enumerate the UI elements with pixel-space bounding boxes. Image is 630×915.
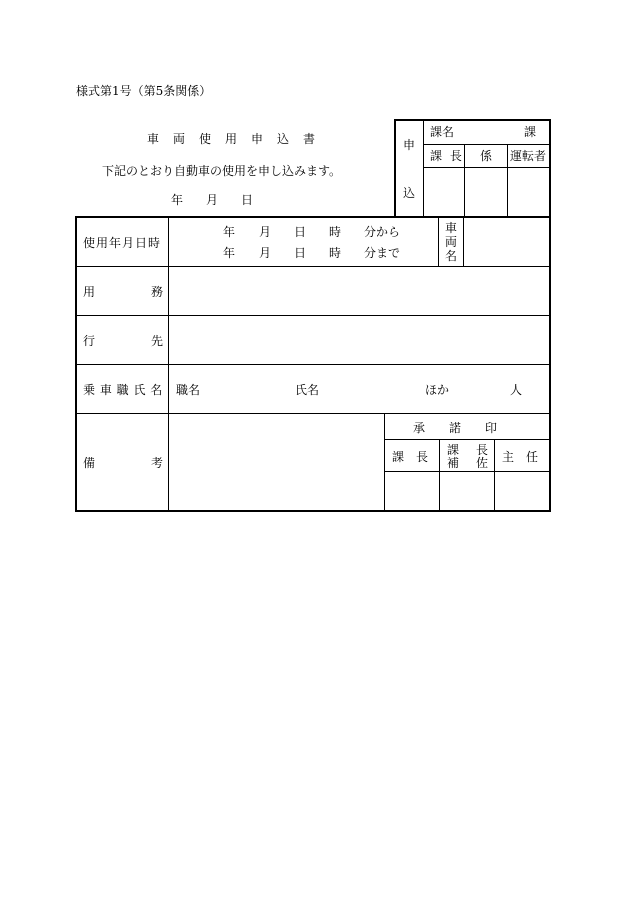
datetime-month-2: 月 bbox=[259, 246, 272, 260]
col-chief-label: 課 長 bbox=[430, 149, 464, 163]
approval-col-assistant-b: 補 bbox=[447, 456, 460, 470]
passengers-label: 乗 車 職 氏 名 bbox=[83, 383, 163, 397]
approval-col-assistant-c: 長 bbox=[476, 443, 489, 457]
datetime-month-1: 月 bbox=[259, 225, 272, 239]
dept-suffix: 課 bbox=[524, 125, 537, 139]
datetime-label: 使用年月日時 bbox=[83, 236, 162, 250]
vehicle-label-3: 名 bbox=[444, 249, 457, 263]
row-divider-1 bbox=[76, 266, 550, 267]
passenger-name-label: 氏名 bbox=[295, 383, 320, 397]
datetime-min-2: 分まで bbox=[364, 246, 401, 260]
applicant-row-2 bbox=[423, 167, 550, 168]
approval-row-1 bbox=[385, 439, 550, 440]
remarks-label-b: 考 bbox=[151, 456, 164, 470]
col-driver-label: 運転者 bbox=[510, 149, 547, 163]
row-divider-3 bbox=[76, 364, 550, 365]
applicant-col-2 bbox=[507, 144, 508, 217]
datetime-hour-1: 時 bbox=[329, 225, 342, 239]
vehicle-label-1: 車 bbox=[444, 221, 457, 235]
approval-col-chief: 課 長 bbox=[392, 450, 429, 464]
datetime-hour-2: 時 bbox=[329, 246, 342, 260]
dept-label: 課名 bbox=[430, 125, 455, 139]
passenger-title-label: 職名 bbox=[176, 383, 201, 397]
main-table-top bbox=[75, 216, 551, 218]
datetime-min-1: 分から bbox=[364, 225, 401, 239]
approval-col-2 bbox=[494, 440, 495, 510]
approval-col-1 bbox=[439, 440, 440, 510]
applicant-side-label-top: 申 bbox=[403, 138, 416, 152]
date-month-label: 月 bbox=[206, 193, 219, 207]
approval-col-assistant-a: 課 bbox=[447, 443, 460, 457]
approval-col-supervisor: 主 任 bbox=[502, 450, 539, 464]
date-year-label: 年 bbox=[171, 193, 184, 207]
datetime-day-2: 日 bbox=[294, 246, 307, 260]
applicant-box-right bbox=[549, 119, 551, 218]
form-id: 様式第1号（第5条関係） bbox=[76, 84, 212, 98]
destination-label-a: 行 bbox=[83, 334, 96, 348]
applicant-col-1 bbox=[464, 144, 465, 217]
vehicle-cell-left bbox=[438, 217, 439, 266]
applicant-box-left bbox=[394, 119, 396, 218]
main-table-bottom bbox=[75, 510, 551, 512]
applicant-box-divider bbox=[423, 120, 424, 217]
row-divider-4 bbox=[76, 413, 550, 414]
purpose-label-a: 用 bbox=[83, 285, 96, 299]
row-divider-2 bbox=[76, 315, 550, 316]
purpose-label-b: 務 bbox=[151, 285, 164, 299]
approval-title: 承 諾 印 bbox=[413, 421, 498, 435]
vehicle-label-2: 両 bbox=[444, 235, 457, 249]
datetime-year-2: 年 bbox=[223, 246, 236, 260]
remarks-label-a: 備 bbox=[83, 456, 96, 470]
vehicle-cell-right bbox=[463, 217, 464, 266]
date-day-label: 日 bbox=[241, 193, 254, 207]
intro-text: 下記のとおり自動車の使用を申し込みます。 bbox=[102, 164, 342, 178]
applicant-box-top bbox=[394, 119, 551, 121]
datetime-day-1: 日 bbox=[294, 225, 307, 239]
datetime-year-1: 年 bbox=[223, 225, 236, 239]
applicant-side-label-bottom: 込 bbox=[403, 186, 416, 200]
approval-row-2 bbox=[385, 471, 550, 472]
col-staff-label: 係 bbox=[480, 149, 493, 163]
approval-col-assistant-d: 佐 bbox=[476, 456, 489, 470]
approval-box-left bbox=[384, 414, 385, 510]
passenger-others-label: ほか bbox=[425, 383, 450, 397]
form-title: 車 両 使 用 申 込 書 bbox=[147, 132, 317, 146]
applicant-row-1 bbox=[423, 144, 550, 145]
passenger-count-suffix: 人 bbox=[510, 383, 523, 397]
destination-label-b: 先 bbox=[151, 334, 164, 348]
